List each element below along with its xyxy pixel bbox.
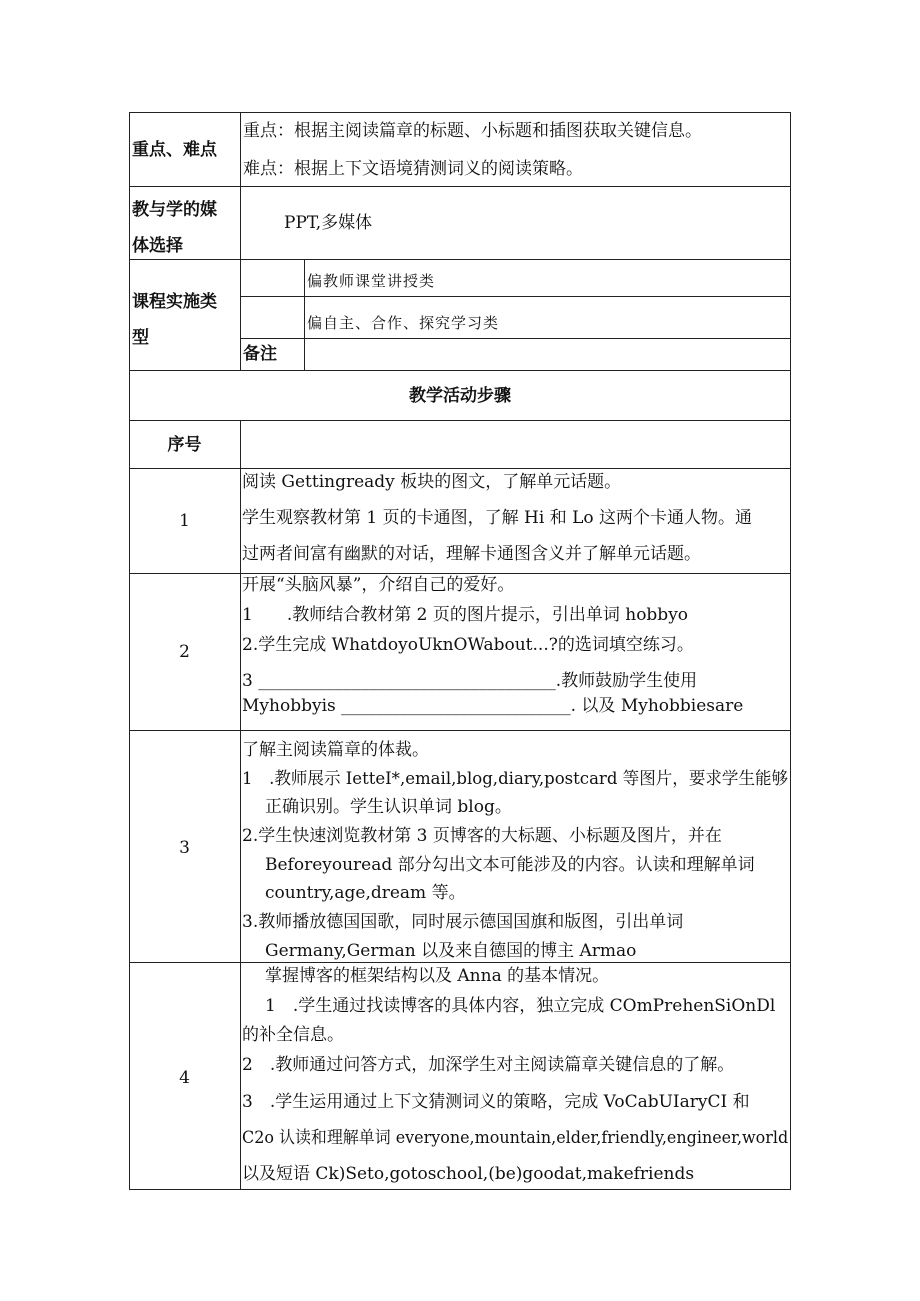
key-point-text: 重点：根据主阅读篇章的标题、小标题和插图获取关键信息。 [243, 121, 702, 141]
step-line: 开展“头脑风暴”，介绍自己的爱好。 [242, 575, 515, 595]
step-line: 3 .学生运用通过上下文猜测词义的策略，完成 VoCabUIaryCI 和 [242, 1092, 750, 1112]
step-line: 1 .教师结合教材第 2 页的图片提示，引出单词 hobbyo [242, 605, 689, 625]
table-border [240, 296, 791, 297]
step-number: 4 [179, 1068, 190, 1088]
table-border [240, 420, 241, 1190]
table-border [129, 573, 791, 574]
step-line: 3.教师播放德国国歌，同时展示德国国旗和版图，引出单词 [242, 912, 684, 932]
steps-header: 教学活动步骤 [409, 386, 511, 406]
step-line: Beforeyouread 部分勾出文本可能涉及的内容。认读和理解单词 [265, 855, 755, 875]
step-line: 2.学生完成 WhatdoyoUknOWabout...?的选词填空练习。 [242, 635, 694, 655]
media-value: PPT,多媒体 [284, 213, 373, 233]
table-border [129, 259, 791, 260]
step-line: 2.学生快速浏览教材第 3 页博客的大标题、小标题及图片，并在 [242, 826, 722, 846]
step-line: country,age,dream 等。 [265, 883, 466, 903]
step-line: Germany,German 以及来自德国的博主 Armao [265, 941, 637, 961]
step-line: 2 .教师通过问答方式，加深学生对主阅读篇章关键信息的了解。 [242, 1055, 735, 1075]
media-label-line2: 体选择 [132, 236, 183, 256]
step-line: 以及短语 Ck)Seto,gotoschool,(be)goodat,makefriends [242, 1164, 695, 1184]
table-border [304, 259, 305, 370]
step-line: 1 .学生通过找读博客的具体内容，独立完成 COmPrehenSiOnDl [265, 996, 776, 1016]
impl-type-label-line2: 型 [132, 328, 149, 348]
difficult-point-text: 难点：根据上下文语境猜测词义的阅读策略。 [243, 159, 583, 179]
remark-label: 备注 [243, 344, 277, 364]
step-line: 掌握博客的框架结构以及 Anna 的基本情况。 [265, 966, 610, 986]
impl-option-student-led: 偏自主、合作、探究学习类 [307, 314, 500, 332]
table-border [129, 112, 791, 113]
step-line: C2o 认读和理解单词 everyone,mountain,elder,friendly,engineer,world [242, 1128, 789, 1148]
table-border [240, 338, 791, 339]
table-border [129, 730, 791, 731]
key-difficult-label: 重点、难点 [132, 140, 217, 160]
table-border [129, 186, 791, 187]
step-number: 2 [179, 642, 190, 662]
step-line: 的补全信息。 [242, 1025, 344, 1045]
table-border [240, 112, 241, 370]
table-border [129, 370, 791, 371]
impl-type-label-line1: 课程实施类 [132, 292, 217, 312]
table-border [129, 420, 791, 421]
step-line: 1 .教师展示 IetteI*,email,blog,diary,postcard 等图片，要求学生能够 [242, 769, 789, 789]
step-line: 正确识别。学生认识单词 blog。 [265, 797, 512, 817]
step-line: 学生观察教材第 1 页的卡通图，了解 Hi 和 Lo 这两个卡通人物。通 [242, 508, 753, 528]
step-number: 3 [179, 838, 190, 858]
table-border [129, 1189, 791, 1190]
media-label-line1: 教与学的媒 [132, 200, 217, 220]
table-border [129, 962, 791, 963]
seq-header: 序号 [167, 435, 202, 455]
step-line: 了解主阅读篇章的体裁。 [242, 740, 429, 760]
step-line: Myhobbyis ___________________________. 以及 Myhobbiesare [242, 696, 744, 716]
table-border [129, 468, 791, 469]
step-line: 阅读 Gettingready 板块的图文，了解单元话题。 [242, 472, 622, 492]
step-line: 过两者间富有幽默的对话，理解卡通图含义并了解单元话题。 [242, 544, 701, 564]
impl-option-teacher-led: 偏教师课堂讲授类 [307, 272, 436, 290]
table-border [790, 112, 791, 1190]
step-number: 1 [179, 511, 190, 531]
step-line: 3 ___________________________________.教师鼓励学生使用 [242, 671, 698, 691]
